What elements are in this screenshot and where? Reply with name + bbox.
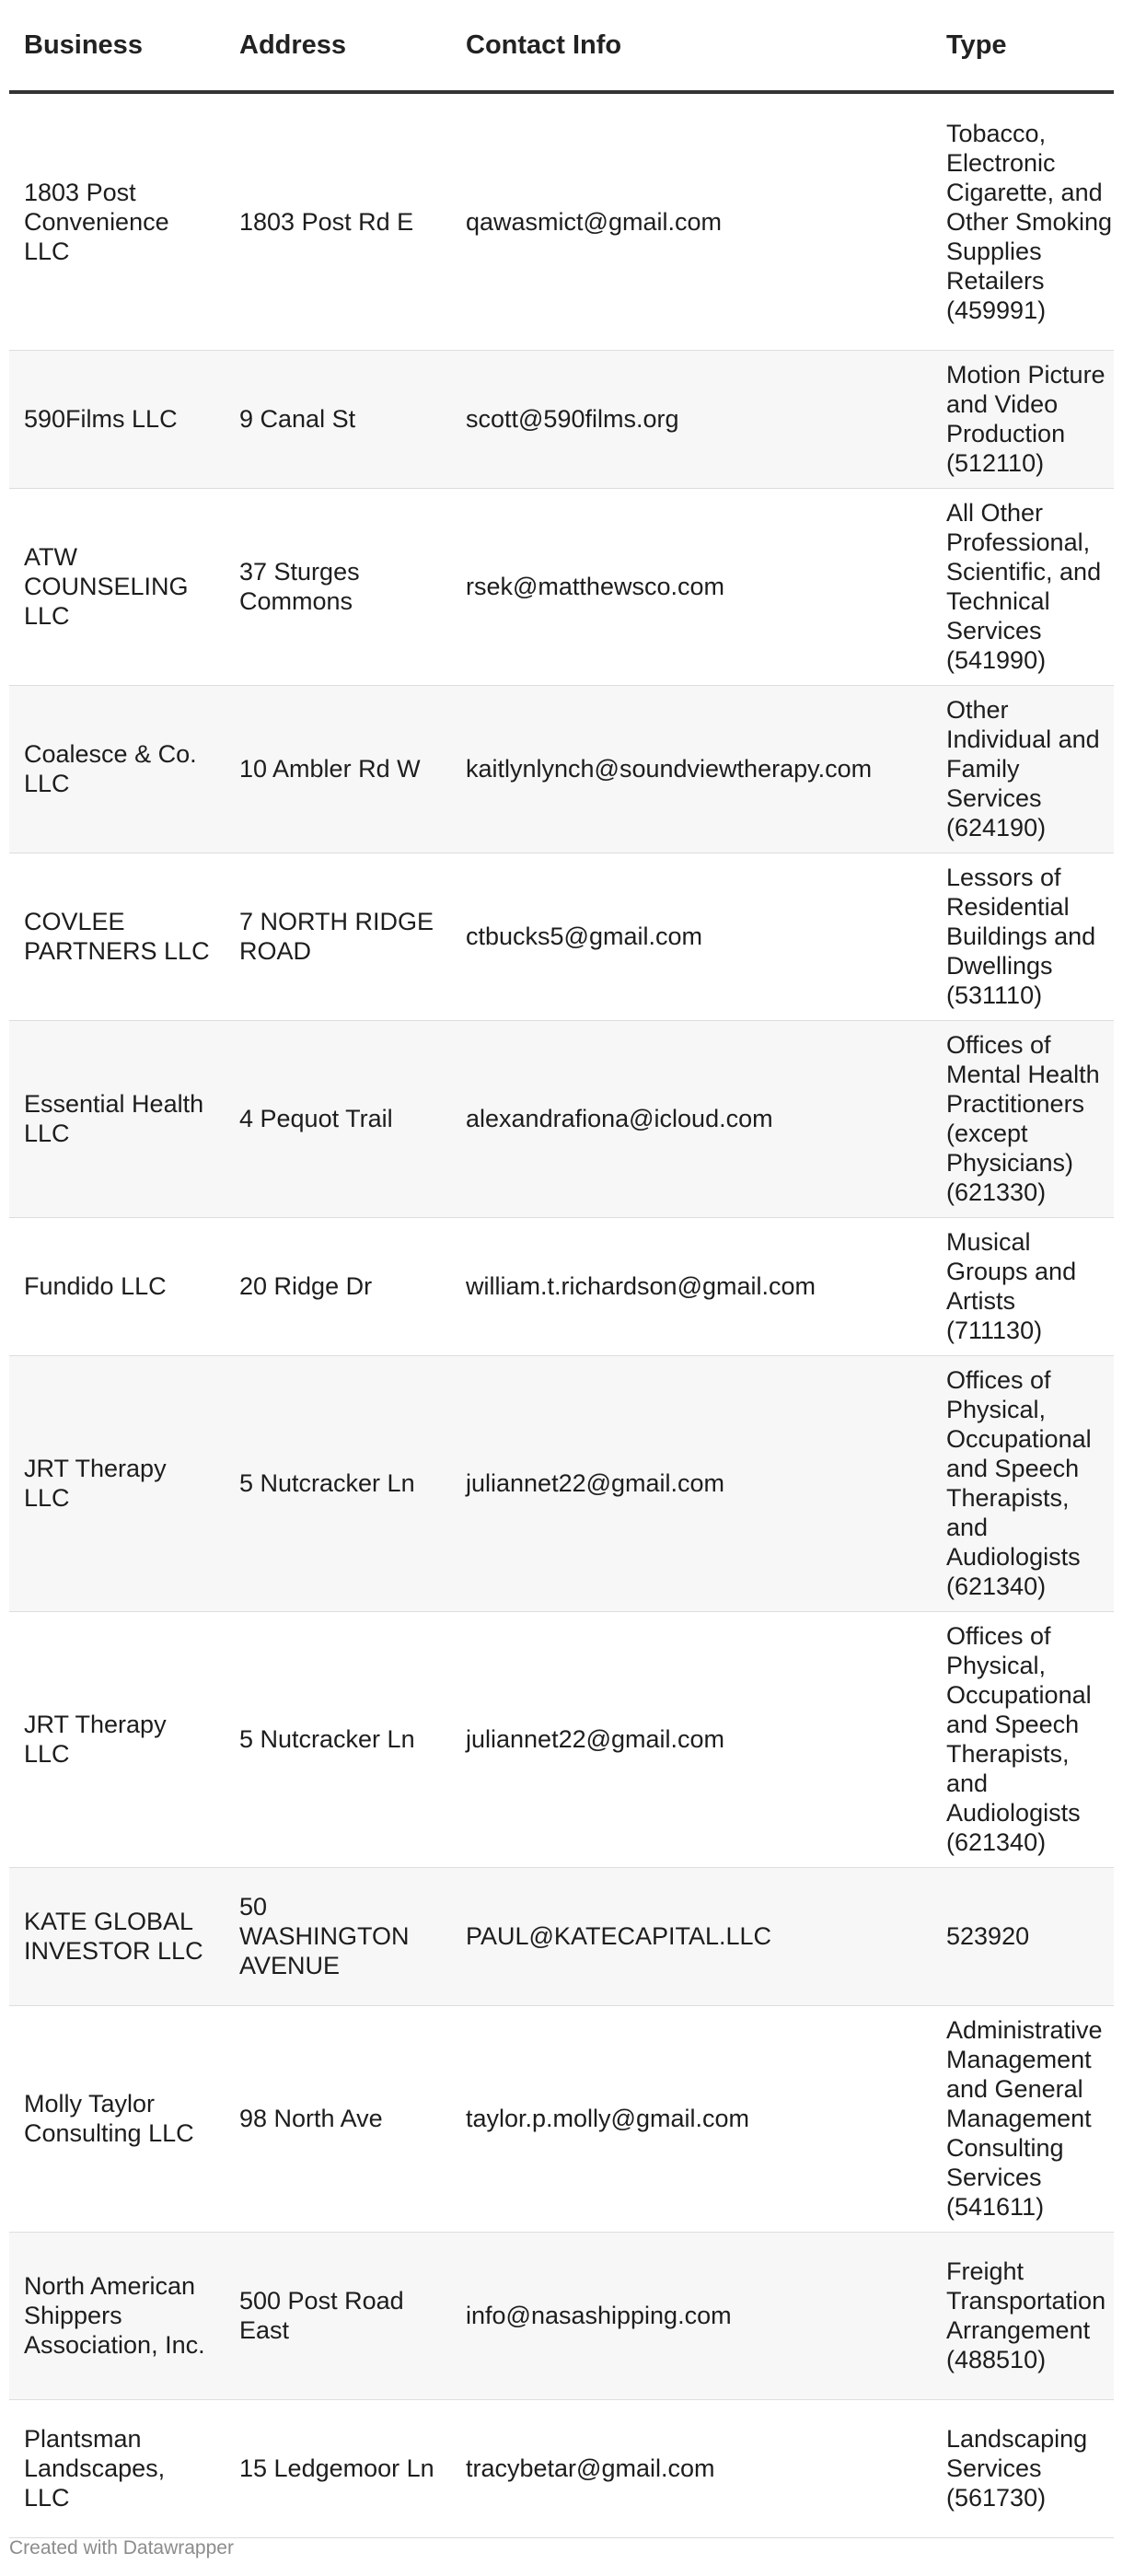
type-cell: Tobacco, Electronic Cigarette, and Other Smoking Supplies Retailers (459991) <box>932 92 1114 350</box>
table-row <box>9 685 1114 853</box>
type-cell: Musical Groups and Artists (711130) <box>932 1217 1114 1355</box>
contact-cell: PAUL@KATECAPITAL.LLC <box>451 1867 932 2005</box>
contact-cell: scott@590films.org <box>451 350 932 488</box>
table-row <box>9 2399 1114 2537</box>
contact-cell: kaitlynlynch@soundviewtherapy.com <box>451 685 932 853</box>
business-cell: Plantsman Landscapes, LLC <box>9 2399 225 2537</box>
type-cell: 523920 <box>932 1867 1114 2005</box>
business-cell: 590Films LLC <box>9 350 225 488</box>
contact-cell: qawasmict@gmail.com <box>451 92 932 350</box>
type-cell: Freight Transportation Arrangement (488510) <box>932 2232 1114 2399</box>
address-cell: 5 Nutcracker Ln <box>225 1611 451 1867</box>
header-address[interactable]: Address <box>225 0 451 92</box>
type-cell: All Other Professional, Scientific, and Technical Services (541990) <box>932 488 1114 685</box>
address-cell: 7 NORTH RIDGE ROAD <box>225 853 451 1020</box>
type-cell: Motion Picture and Video Production (512110) <box>932 350 1114 488</box>
address-cell: 98 North Ave <box>225 2005 451 2232</box>
header-type[interactable]: Type <box>932 0 1114 92</box>
table-row <box>9 92 1114 350</box>
table-container <box>9 0 1114 2538</box>
table-row <box>9 350 1114 488</box>
table-row <box>9 1020 1114 1217</box>
business-cell: KATE GLOBAL INVESTOR LLC <box>9 1867 225 2005</box>
business-cell: ATW COUNSELING LLC <box>9 488 225 685</box>
address-cell: 50 WASHINGTON AVENUE <box>225 1867 451 2005</box>
datawrapper-credit[interactable]: Created with Datawrapper <box>9 2537 234 2559</box>
type-cell: Lessors of Residential Buildings and Dwellings (531110) <box>932 853 1114 1020</box>
business-cell: Essential Health LLC <box>9 1020 225 1217</box>
contact-cell: juliannet22@gmail.com <box>451 1355 932 1611</box>
business-cell: Molly Taylor Consulting LLC <box>9 2005 225 2232</box>
table-row <box>9 853 1114 1020</box>
table-row <box>9 488 1114 685</box>
contact-cell: william.t.richardson@gmail.com <box>451 1217 932 1355</box>
address-cell: 20 Ridge Dr <box>225 1217 451 1355</box>
table-header <box>9 0 1114 92</box>
type-cell: Other Individual and Family Services (624190) <box>932 685 1114 853</box>
contact-cell: juliannet22@gmail.com <box>451 1611 932 1867</box>
table-body <box>9 92 1114 2537</box>
header-business[interactable]: Business <box>9 0 225 92</box>
business-table <box>9 0 1114 2538</box>
address-cell: 5 Nutcracker Ln <box>225 1355 451 1611</box>
type-cell: Landscaping Services (561730) <box>932 2399 1114 2537</box>
type-cell: Offices of Physical, Occupational and Speech Therapists, and Audiologists (621340) <box>932 1355 1114 1611</box>
address-cell: 500 Post Road East <box>225 2232 451 2399</box>
header-row <box>9 0 1114 92</box>
business-cell: Fundido LLC <box>9 1217 225 1355</box>
table-row <box>9 1867 1114 2005</box>
type-cell: Offices of Physical, Occupational and Speech Therapists, and Audiologists (621340) <box>932 1611 1114 1867</box>
header-contact-info[interactable]: Contact Info <box>451 0 932 92</box>
business-cell: 1803 Post Convenience LLC <box>9 92 225 350</box>
contact-cell: ctbucks5@gmail.com <box>451 853 932 1020</box>
business-cell: JRT Therapy LLC <box>9 1611 225 1867</box>
contact-cell: rsek@matthewsco.com <box>451 488 932 685</box>
business-cell: JRT Therapy LLC <box>9 1355 225 1611</box>
contact-cell: info@nasashipping.com <box>451 2232 932 2399</box>
contact-cell: taylor.p.molly@gmail.com <box>451 2005 932 2232</box>
table-row <box>9 1217 1114 1355</box>
table-row <box>9 2005 1114 2232</box>
address-cell: 4 Pequot Trail <box>225 1020 451 1217</box>
type-cell: Offices of Mental Health Practitioners (except Physicians) (621330) <box>932 1020 1114 1217</box>
table-row <box>9 1355 1114 1611</box>
contact-cell: alexandrafiona@icloud.com <box>451 1020 932 1217</box>
business-cell: COVLEE PARTNERS LLC <box>9 853 225 1020</box>
business-cell: North American Shippers Association, Inc. <box>9 2232 225 2399</box>
type-cell: Administrative Management and General Management Consulting Services (541611) <box>932 2005 1114 2232</box>
address-cell: 37 Sturges Commons <box>225 488 451 685</box>
table-row <box>9 2232 1114 2399</box>
business-cell: Coalesce & Co. LLC <box>9 685 225 853</box>
address-cell: 1803 Post Rd E <box>225 92 451 350</box>
contact-cell: tracybetar@gmail.com <box>451 2399 932 2537</box>
address-cell: 9 Canal St <box>225 350 451 488</box>
table-row <box>9 1611 1114 1867</box>
address-cell: 15 Ledgemoor Ln <box>225 2399 451 2537</box>
address-cell: 10 Ambler Rd W <box>225 685 451 853</box>
